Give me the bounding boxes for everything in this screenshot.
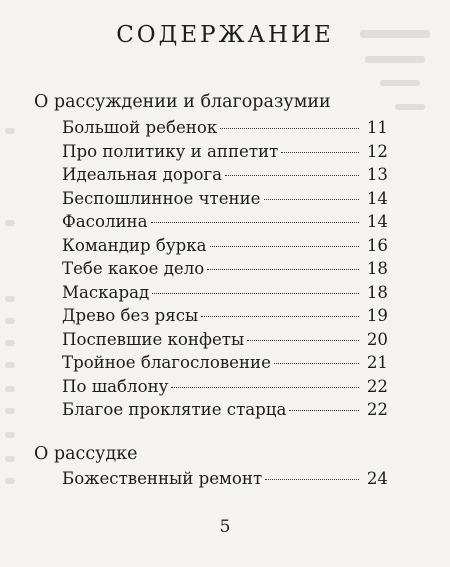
dot-leader: [151, 222, 359, 223]
toc-entry-page: 16: [366, 235, 388, 255]
toc-entry-page: 21: [366, 353, 388, 372]
toc-entry-title: Большой ребенок: [62, 118, 218, 137]
dot-leader: [207, 269, 359, 270]
toc-entry[interactable]: [62, 353, 388, 372]
toc-entry-page: 19: [366, 306, 388, 325]
dot-leader: [225, 175, 359, 176]
toc-entry[interactable]: [62, 189, 388, 208]
dot-leader: [220, 128, 359, 129]
toc-entry-title: Божественный ремонт: [62, 469, 263, 488]
dot-leader: [152, 293, 359, 294]
dot-leader: [264, 199, 359, 200]
dot-leader: [274, 363, 359, 364]
toc-entry-page: 20: [366, 329, 388, 349]
toc-entry-title: Тройное благословение: [62, 353, 271, 372]
toc-entry-title: Благое проклятие старца: [62, 400, 287, 419]
toc-entry-page: 13: [366, 165, 388, 184]
section-title-reason: О рассудке: [34, 444, 138, 464]
section-title-reasoning: О рассуждении и благоразумии: [34, 92, 331, 112]
toc-entry[interactable]: [62, 142, 388, 161]
dot-leader: [265, 479, 359, 480]
toc-entry-page: 22: [366, 376, 388, 396]
toc-entry-page: 14: [366, 188, 388, 208]
page-number: 5: [219, 517, 231, 537]
toc-entry-title: Идеальная дорога: [62, 165, 223, 184]
toc-entry[interactable]: [62, 400, 388, 419]
toc-entry-title: Поспевшие конфеты: [62, 329, 245, 349]
toc-entry-title: Маскарад: [62, 282, 150, 302]
toc-entry-page: 18: [366, 282, 388, 302]
toc-entry[interactable]: [62, 212, 388, 231]
dot-leader: [210, 246, 359, 247]
toc-entry-page: 12: [366, 141, 388, 161]
dot-leader: [201, 316, 359, 317]
toc-entry-title: Фасолина: [62, 212, 148, 231]
toc-entry-page: 24: [366, 469, 388, 488]
dot-leader: [171, 387, 359, 388]
toc-entry[interactable]: [62, 330, 388, 349]
toc-entry-page: 11: [366, 118, 388, 137]
toc-entry[interactable]: [62, 283, 388, 302]
toc-entry-title: Тебе какое дело: [62, 259, 205, 278]
dot-leader: [247, 340, 359, 341]
toc-entry[interactable]: [62, 236, 388, 255]
toc-entry-title: Командир бурка: [62, 235, 207, 255]
toc-entry-title: Древо без рясы: [62, 306, 199, 325]
toc-entry[interactable]: [62, 165, 388, 184]
toc-entry-page: 14: [366, 212, 388, 231]
toc-entry-page: 18: [366, 259, 388, 278]
page-title: СОДЕРЖАНИЕ: [116, 22, 334, 48]
dot-leader: [289, 410, 359, 411]
toc-entry[interactable]: [62, 259, 388, 278]
toc-entry[interactable]: [62, 469, 388, 488]
toc-entry-title: Беспошлинное чтение: [62, 188, 261, 208]
toc-entry[interactable]: [62, 118, 388, 137]
toc-entry-page: 22: [366, 400, 388, 419]
dot-leader: [281, 152, 359, 153]
toc-entry[interactable]: [62, 306, 388, 325]
toc-entry[interactable]: [62, 377, 388, 396]
toc-entry-title: Про политику и аппетит: [62, 141, 279, 161]
toc-entry-title: По шаблону: [62, 376, 169, 396]
